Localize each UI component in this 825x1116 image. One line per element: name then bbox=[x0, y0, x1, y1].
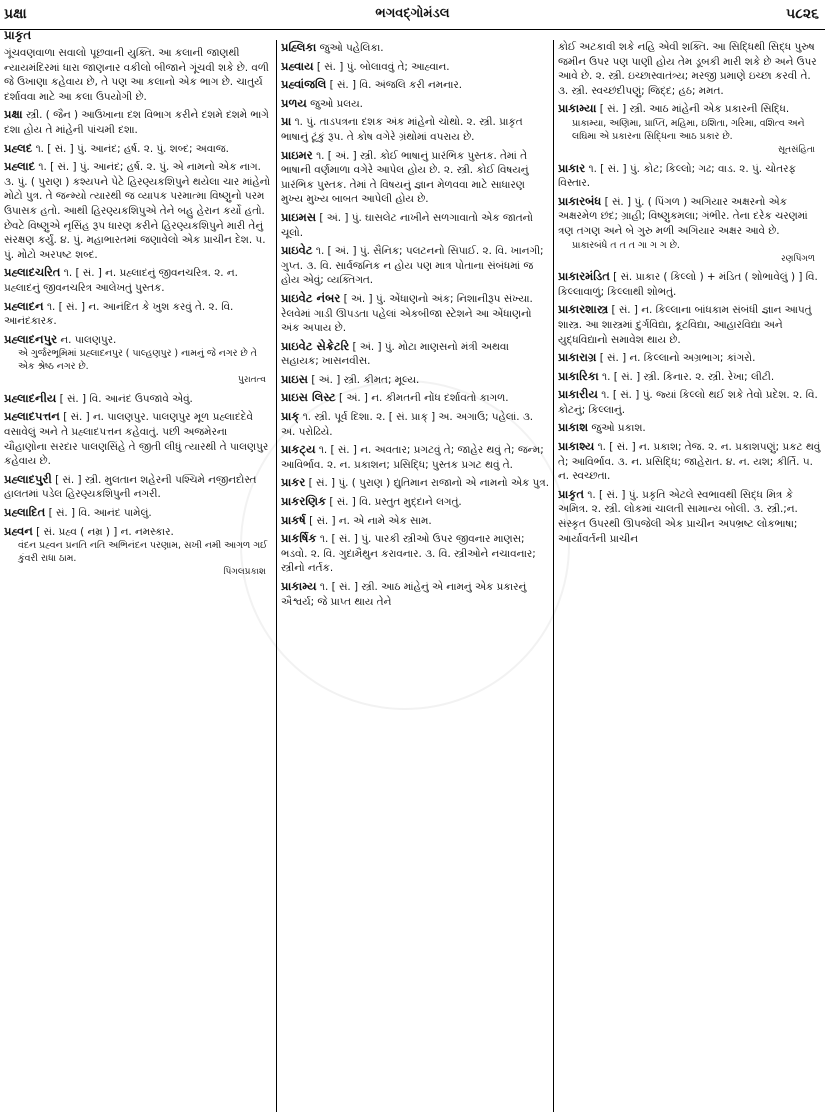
dictionary-entry bbox=[281, 148, 549, 207]
entry-definition: જુઓ પ્રલય. bbox=[310, 97, 363, 110]
dictionary-entry bbox=[281, 77, 549, 93]
entry-headword: પ્રાકટ્ય bbox=[281, 442, 316, 457]
entry-headword: પ્રાઇવેટ સેક્રેટરિ bbox=[281, 338, 350, 353]
column-3 bbox=[558, 40, 821, 1112]
entry-definition: [ સં. ] ન. કિલ્લાના બાંધકામ સંબંધી જ્ઞાન આપતું શાસ્ત્ર. આ શાસ્ત્રમાં દુર્ગવિદ્યા, કૂટવિદ્યા, આહારવિદ્યા અને યુદ્ધવિદ્યાનો સમાવેશ થાય છે. bbox=[558, 304, 812, 346]
entry-headword: પ્રાઇવેટ bbox=[281, 243, 313, 258]
entry-definition: ૧. [ સં. ] ન. આનંદિત કે ખુશ કરવું તે. ૨. વિ. આનંદકારક. bbox=[4, 300, 234, 328]
dictionary-entry bbox=[281, 579, 549, 609]
dictionary-entry bbox=[558, 487, 821, 546]
entry-headword: પ્રહ્લાદનીય bbox=[4, 390, 57, 405]
dictionary-entry bbox=[558, 161, 821, 191]
dictionary-entry bbox=[4, 409, 272, 468]
entry-headword: પ્રહ્લાદન bbox=[4, 298, 44, 313]
entry-quotation: પ્રાકામ્યા, અણિમા, પ્રાપ્તિ, મહિમા, ઇશિતા, ગરિમા, વશિત્વ અને લઘિમા એ પ્રકારના સિદ્ધિના આઠ પ્રકાર છે. bbox=[572, 117, 805, 142]
entry-definition: [ અં. ] સ્ત્રી. કીમત; મૂલ્ય. bbox=[311, 373, 420, 386]
dictionary-entry bbox=[281, 243, 549, 288]
entry-headword: પ્રાકાર bbox=[558, 160, 586, 175]
column-1 bbox=[4, 46, 272, 1112]
entry-headword: પ્રહ્વાય bbox=[281, 58, 314, 73]
dictionary-entry bbox=[4, 107, 272, 137]
entry-definition: ૧. [ સં. ] પું. આનંદ; હર્ષ. ૨. પું. એ નામનો એક નાગ. ૩. પું. ( પુરાણ ) કશ્યપને પેટે હિરણ્યકશિપુને થયેલા ચાર માંહેનો મોટો પુત્ર. તે જન્મ્યો ત્યારથી જ વ્યાપક પરમાત્મા વિષ્ણુનો પરમ ઉપાસક હતો. આથી હિરણ્યકશિપુએ તેને બહુ હેરાન કર્યો હતો. છેવટે વિષ્ણુએ નૃસિંહ રૂપ ધારણ કરીને હિરણ્યકશિપુને મારી તેનું સંરક્ષણ કર્યું. ૪. પું. મહાભારતમાં જણાવેલો એક પ્રાચીન દેશ. ૫. પું. મોટો અરપષ્ટ શબ્દ. bbox=[4, 161, 271, 261]
entry-definition: ૧. [ સં. ] પું. કોટ; કિલ્લો; ગઢ; વાડ. ૨. પું. ચોતરફ વિસ્તાર. bbox=[558, 162, 796, 190]
header-left-guide-word: પ્રક્ષા bbox=[4, 6, 27, 22]
dictionary-entry bbox=[281, 531, 549, 576]
entry-headword: પ્રહ્લદ bbox=[4, 140, 33, 155]
dictionary-entry bbox=[4, 299, 272, 329]
entry-definition: ગૂંચવણવાળા સવાલો પૂછવાની યુક્તિ. આ કલાની જાણથી ન્યાયમંદિરમાં ધારા જાણનાર વકીલો બીજાને ગૂંચવી શકે છે. વળી જે ઉખાણા કહેવાય છે, તે પણ આ કલાનો એક ભાગ છે. ચાતુર્ય દર્શાવવા માટે આ કલા ઉપયોગી છે. bbox=[4, 47, 269, 103]
entry-headword: પ્રાકરણિક bbox=[281, 494, 327, 509]
entry-definition: [ સં. પ્રાકાર ( કિલ્લો ) + મંડિત ( શોભાવેલું ) ] વિ. કિલ્લાવાળું; કિલ્લાથી શોભતું. bbox=[558, 271, 818, 298]
dictionary-entry bbox=[558, 387, 821, 417]
dictionary-entry bbox=[558, 302, 821, 347]
column-rule-2 bbox=[553, 40, 554, 1112]
dictionary-entry bbox=[281, 513, 549, 529]
entry-definition: ૧. [ સં. ] પું. જ્યાં કિલ્લો થઈ શકે તેવો પ્રદેશ. ૨. વિ. કોટનું; કિલ્લાનું. bbox=[558, 389, 818, 416]
entry-definition: જુઓ પ્રકાશ. bbox=[591, 422, 646, 435]
entry-definition: [ સં. ] પું. ( પુરાણ ) દ્યુતિમાન રાજાનો એ નામનો એક પુત્ર. bbox=[308, 477, 549, 490]
entry-quotation: એ ગુર્જરભૂમિમાં પ્રહ્લાદનપુર ( પાલ્હણપુર ) નામનું જે નગર છે તે એક શ્રેષ્ઠ નગર છે. bbox=[18, 348, 257, 373]
entry-definition: ૧. [ સં. ] પું. આનંદ; હર્ષ. ૨. પું. શબ્દ; અવાજ. bbox=[35, 142, 229, 155]
entry-headword: પ્રહ્લાદ bbox=[4, 159, 36, 174]
entry-definition: [ સં. ] ન. પાલણપુર. પાલણપુર મૂળ પ્રહ્લાદદેવે વસાવેલું અને તે પ્રહ્લાદપત્તન કહેવાતું. પછી અજમેરના ચૌહાણોના સરદાર પાલણસિંહે તે જીતી લીધું ત્યારથી તે પાલણપુર કહેવાય છે. bbox=[4, 411, 269, 468]
entry-definition: [ સં. ] વિ. આનંદ ઉપજાવે એવું. bbox=[59, 392, 193, 405]
entry-headword: પ્રાઇસ bbox=[281, 371, 308, 386]
entry-headword: પ્રાકારબંધ bbox=[558, 193, 602, 208]
page-number: ૫૮૨૬ bbox=[786, 6, 819, 22]
entry-definition: [ અં. ] પું. મોટા માણસનો મંત્રી અથવા સહાયક; ખાસનવીસ. bbox=[281, 340, 509, 368]
entry-quotation: વંદન પ્રહ્વન પ્રનતિ નતિ અભિનંદન પરણામ, સખી નમી આગળ ગઈ કુંવરી રાધા ઠામ. bbox=[18, 540, 268, 565]
entry-headword: પ્રાઇમર bbox=[281, 147, 313, 162]
entry-headword: પ્રહ્વાંજલિ bbox=[281, 77, 327, 92]
dictionary-entry bbox=[558, 101, 821, 157]
dictionary-entry bbox=[558, 350, 821, 366]
entry-definition: ૧. [ સં. ] પું. પ્રકૃતિ એટલે સ્વભાવથી સિદ્ધ મિત્ર કે અમિત્ર. ૨. સ્ત્રી. લોકમાં ચાલતી સામાન્ય બોલી. ૩. સ્ત્રી.;ન. સંસ્કૃત ઉપરથી ઊપજેલી એક પ્રાચીન અપભ્રષ્ટ લોકભાષા; આર્યાવર્તની પ્રાચીન bbox=[558, 488, 798, 545]
entry-definition: [ સં. ] સ્ત્રી. મુલતાન શહેરની પશ્ચિમે નજીનદોસ્ત હાલતમાં પડેલ હિરણ્યકશિપુની નગરી. bbox=[4, 473, 257, 501]
entry-headword: પ્રહ્લાદપત્તન bbox=[4, 409, 60, 424]
dictionary-entry bbox=[558, 369, 821, 385]
header-title: ભગવદ્ગોમંડલ bbox=[375, 6, 450, 21]
entry-definition: ૧. સ્ત્રી. પૂર્વ દિશા. ૨. [ સં. પ્રાક્ ] અ. અગાઉ; પહેલાં. ૩. અ. પરોઢિયે. bbox=[281, 411, 534, 438]
entry-headword: પ્રાઇવેટ નંબર bbox=[281, 290, 341, 305]
entry-headword: પ્રાકારાગ્ર bbox=[558, 350, 597, 365]
dictionary-entry bbox=[281, 96, 549, 112]
running-head: પ્રાકૃત bbox=[4, 28, 32, 42]
dictionary-entry bbox=[281, 40, 549, 56]
dictionary-entry bbox=[281, 475, 549, 491]
dictionary-entry bbox=[281, 59, 549, 75]
entry-definition: સ્ત્રી. ( જૈન ) આઉખાના દશ વિભાગ કરીને દશમે દશમે ભાગે દશા હોય તે માંહેની પાંચમી દશા. bbox=[4, 109, 269, 136]
entry-quotation: પ્રાકારબંધે ત ત ત ગા ગ ગ છે. bbox=[572, 239, 680, 251]
entry-definition: ૧. [ સં. ] ન. પ્રકાશ; તેજ. ૨. ન. પ્રકાશપણું; પ્રકટ થવું તે; આવિર્ભાવ. ૩. ન. પ્રસિદ્ધિ; જાહેરાત. ૪. ન. યશ; કીર્તિ. ૫. ન. સ્વચ્છતા. bbox=[558, 441, 821, 483]
dictionary-entry bbox=[4, 391, 272, 407]
quotation-source: પિંગલપ્રકાશ bbox=[223, 567, 266, 578]
entry-headword: પ્રાકૃત bbox=[558, 486, 585, 501]
entry-headword: પ્રહ્લાદનપુર bbox=[4, 331, 58, 346]
entry-definition: [ સં. ] સ્ત્રી. આઠ માંહેની એક પ્રકારની સિદ્ધિ. bbox=[599, 103, 790, 116]
header-rule bbox=[0, 29, 825, 30]
entry-headword: પ્રાકામ્ય bbox=[281, 579, 317, 593]
entry-headword: પ્રાકારીય bbox=[558, 387, 598, 402]
entry-definition: ૧. [ સં. ] ન. અવતાર; પ્રગટવું તે; જાહેર થવું તે; જન્મ; આવિર્ભાવ. ૨. ન. પ્રકાશન; પ્રસિદ્ધિ; પુસ્તક પ્રગટ થવું તે. bbox=[281, 444, 544, 471]
dictionary-entry bbox=[558, 269, 821, 299]
entry-headword: પ્રાક્ bbox=[281, 409, 300, 424]
dictionary-entry bbox=[4, 141, 272, 157]
dictionary-entry bbox=[281, 291, 549, 336]
entry-headword: પ્રાકર્ષિક bbox=[281, 531, 317, 546]
dictionary-entry bbox=[558, 40, 821, 98]
entry-definition: [ સં. ] ન. એ નામે એક સામ. bbox=[309, 514, 432, 527]
dictionary-entry bbox=[558, 194, 821, 266]
dictionary-entry bbox=[4, 265, 272, 295]
dictionary-entry bbox=[4, 524, 272, 580]
column-2 bbox=[281, 40, 549, 1112]
entry-headword: પ્રહ્લાદિત bbox=[4, 505, 46, 520]
entry-definition: [ સં. ] ન. કિલ્લાનો અગ્રભાગ; કાંગરો. bbox=[599, 352, 756, 365]
entry-definition: જુઓ પહેલિકા. bbox=[319, 42, 384, 54]
dictionary-entry bbox=[281, 390, 549, 406]
dictionary-entry bbox=[281, 210, 549, 240]
page-header bbox=[0, 0, 825, 28]
entry-definition: ૧. [ સં. ] સ્ત્રી. આઠ માંહેનું એ નામનું એક પ્રકારનું ઐશ્વર્ય; જે પ્રાપ્ત થાય તેને bbox=[281, 581, 527, 608]
entry-definition: [ સં. ] વિ. અંજલિ કરી નમનાર. bbox=[329, 79, 463, 92]
entry-definition: ૧. [ સં. ] પું. પારકી સ્ત્રીઓ ઉપર જીવનાર માણસ; ભડવો. ૨. વિ. ગુદામૈથુન કરાવનાર. ૩. વિ. સ્ત્રીઓને નચાવનાર; સ્ત્રીનો નર્તક. bbox=[281, 533, 536, 575]
entry-definition: [ સં. પ્રહ્વ ( નમ્ર ) ] ન. નમસ્કાર. bbox=[36, 525, 174, 538]
quotation-source: રણપિંગળ bbox=[781, 253, 815, 264]
entry-definition: ૧. [ સં. ] ન. પ્રહ્લાદનું જીવનચરિત્ર. ૨. ન. પ્રહ્લાદનું જીવનચરિત્ર આલેખતું પુસ્તક. bbox=[4, 267, 238, 294]
entry-definition: [ અં. ] પું. એંધાણનો અંક; નિશાનીરૂપ સંખ્યા. રેલવેમાં ગાડી ઊપડતા પહેલાં એકબીજા સ્ટેશને આ એંધાણનો અંક અપાય છે. bbox=[281, 292, 533, 335]
entry-headword: પ્રાકારશાસ્ત્ર bbox=[558, 302, 609, 317]
entry-headword: પ્રક્ષા bbox=[4, 107, 23, 122]
dictionary-entry bbox=[281, 442, 549, 472]
dictionary-entry bbox=[4, 159, 272, 262]
column-rule-1 bbox=[276, 40, 277, 1112]
dictionary-entry bbox=[4, 472, 272, 502]
entry-definition: ૧. [ અં. ] પું. સૈનિક; પલટનનો સિપાઈ. ૨. વિ. ખાનગી; ગુપ્ત. ૩. વિ. સાર્વજનિક ન હોય પણ માત્ર પોતાના સંબંધમાં જ હોય એવું; વ્યક્તિગત. bbox=[281, 245, 544, 287]
entry-headword: પ્રાકાશ bbox=[558, 420, 589, 435]
dictionary-entry bbox=[281, 409, 549, 439]
entry-definition: ન. પાલણપુર. bbox=[60, 333, 117, 346]
entry-definition: [ સં. ] વિ. આનંદ પામેલું. bbox=[48, 507, 152, 520]
dictionary-entry bbox=[281, 339, 549, 369]
quotation-source: સૂતસંહિતા bbox=[777, 144, 815, 155]
dictionary-entry bbox=[4, 505, 272, 521]
dictionary-entry bbox=[281, 494, 549, 510]
dictionary-entry bbox=[558, 439, 821, 484]
entry-definition: [ સં. ] પું. ( પિંગળ ) અગિયાર અક્ષરનો એક અક્ષરમેળ છંદ; ગ્રાહી; વિષ્ણુકમલા; ગંભીર. તેના દરેક ચરણમાં ત્રણ તગણ અને બે ગુરુ મળી અગિયાર અક્ષર આવે છે. bbox=[558, 195, 808, 237]
entry-headword: પ્રહ્લાદચરિત bbox=[4, 265, 61, 280]
entry-headword: પ્રળય bbox=[281, 95, 307, 110]
dictionary-entry bbox=[4, 332, 272, 388]
dictionary-entry bbox=[4, 46, 272, 104]
dictionary-entry bbox=[281, 114, 549, 144]
quotation-source: પુરાતત્વ bbox=[237, 375, 266, 386]
entry-definition: [ સં. ] પું. બોલાવવું તે; આહ્વાન. bbox=[316, 60, 450, 73]
entry-headword: પ્રાકામ્યા bbox=[558, 101, 597, 116]
entry-headword: પ્રાકર bbox=[281, 475, 306, 490]
entry-headword: પ્રાકાશ્ય bbox=[558, 439, 595, 454]
entry-headword: પ્રાકર્ષ bbox=[281, 512, 306, 527]
entry-definition: ૧. [ અં. ] સ્ત્રી. કોઈ ભાષાનું પ્રારંભિક પુસ્તક. તેમાં તે ભાષાની વર્ણમાળા વગેરે આપેલ હોય છે. ૨. સ્ત્રી. કોઈ વિષયનું પ્રારંભિક પુસ્તક. તેમાં તે વિષયનું જ્ઞાન મેળવવા માટે સાધારણ મુખ્ય મુખ્ય બાબત આપેલી હોય છે. bbox=[281, 149, 529, 206]
entry-headword: પ્રાકારિકા bbox=[558, 368, 599, 383]
entry-headword: પ્રહ્લિકા bbox=[281, 40, 317, 54]
entry-definition: [ અં. ] પું. ઘાસલેટ નાખીને સળગાવાતો એક જાતનો ચૂલો. bbox=[281, 211, 533, 239]
dictionary-entry bbox=[558, 420, 821, 436]
entry-definition: [ સં. ] વિ. પ્રસ્તુત મુદ્દાને લગતું. bbox=[329, 496, 462, 509]
entry-definition: ૧. [ સં. ] સ્ત્રી. કિનાર. ૨. સ્ત્રી. રેખા; લીટી. bbox=[602, 370, 775, 383]
entry-headword: પ્રહ્વન bbox=[4, 523, 33, 538]
entry-headword: પ્રાઇમસ bbox=[281, 209, 317, 224]
entry-headword: પ્રાકારમંડિત bbox=[558, 269, 610, 284]
dictionary-entry bbox=[281, 372, 549, 388]
entry-definition: ૧. પું. તાડપત્રના દશક અંક માંહેનો ચોથો. ૨. સ્ત્રી. પ્રાકૃત ભાષાનું ટૂંકું રૂપ. તે કોષ વગેરે ગ્રંથોમાં વપરાય છે. bbox=[281, 116, 523, 143]
entry-headword: પ્રા bbox=[281, 114, 292, 129]
entry-definition: કોઈ અટકાવી શકે નહિ એવી શક્તિ. આ સિદ્ધિથી સિદ્ધ પુરુષ જમીન ઉપર પણ પાણી હોય તેમ ડૂબકી મારી શકે છે અને ઉપર આવે છે. ૨. સ્ત્રી. ઇચ્છાસ્વાતંત્ર્ય; મરજી પ્રમાણે ઇચ્છા કરવી તે. ૩. સ્ત્રી. સ્વચ્છંદીપણું; જિદ્દ; હઠ; મમત. bbox=[558, 41, 817, 97]
entry-headword: પ્રહ્લાદપુરી bbox=[4, 471, 52, 486]
entry-headword: પ્રાઇસ લિસ્ટ bbox=[281, 390, 336, 405]
entry-definition: [ અં. ] ન. કીમતની નોંધ દર્શાવતો કાગળ. bbox=[339, 392, 509, 405]
